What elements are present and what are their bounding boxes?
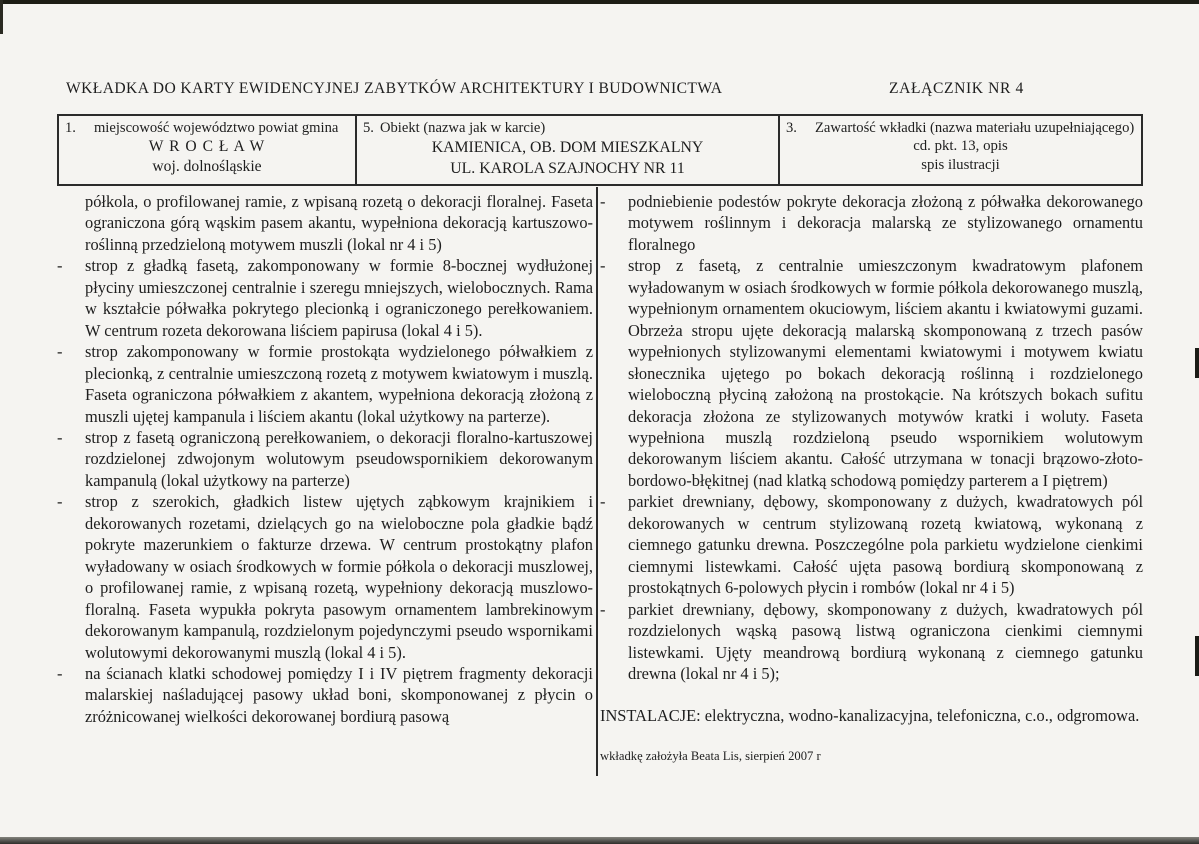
field-label: Zawartość wkładki (nazwa materiału uzupełniającego) [814, 120, 1135, 136]
field-number: 1. [65, 120, 76, 136]
contents-line2: spis ilustracji [921, 157, 1000, 173]
item-text: na ścianach klatki schodowej pomiędzy I i IV piętrem fragmenty dekoracji malarskiej naśladującej pasowy układ boni, skomponowanej z płycin o zróżnicowanej wielkości dekorowanej bordiurą pasową [85, 663, 593, 726]
author-note: wkładkę założyła Beata Lis, sierpień 2007 r [600, 748, 821, 763]
item-text: strop z fasetą ograniczoną perełkowaniem, o dekoracji floralno-kartuszowej rozdzielonej zdwojonym wolutowym pseudowspornikiem dekorowanym kampanulą (lokal użytkowy na parterze) [85, 427, 593, 490]
dash-bullet: - [600, 256, 606, 276]
list-item [57, 491, 593, 663]
item-text: półkola, o profilowanej ramie, z wpisaną rozetą o dekoracji floralnej. Faseta ograniczona górą wąskim pasem akantu, wypełniona dekoracją kartuszowo-roślinną przedzieloną motywem muszli (lokal nr 4 i 5) [85, 192, 593, 254]
dash-bullet: - [57, 427, 63, 447]
left-column [57, 191, 593, 727]
list-item [600, 491, 1143, 598]
dash-bullet: - [600, 492, 606, 512]
scan-artifact [1195, 636, 1199, 676]
item-text: parkiet drewniany, dębowy, skomponowany z dużych, kwadratowych pól rozdzielonych wąską pasową listwą ograniczona cienkimi ciemnymi listewkami. Ujęty meandrową bordiurą wykonaną z ciemnego gatunku drewna (lokal nr 4 i 5); [628, 599, 1143, 683]
object-address: UL. KAROLA SZAJNOCHY NR 11 [450, 160, 685, 177]
scan-edge-left [0, 0, 3, 34]
field-label: Obiekt (nazwa jak w karcie) [379, 120, 546, 136]
item-text: strop zakomponowany w formie prostokąta wydzielonego półwałkiem z plecionką, z centralnie umieszczoną rozetą z motywem kwiatowym i muszlą. Faseta ograniczona półwałkiem z akantem, wypełniona dekoracją złożoną z muszli ujętej kampanula i liściem akantu (lokal użytkowy na parterze). [85, 342, 593, 426]
dash-bullet: - [600, 599, 606, 619]
id-table [57, 114, 1143, 186]
object-name: KAMIENICA, OB. DOM MIESZKALNY [431, 139, 704, 156]
list-item [57, 427, 593, 491]
annex-label: ZAŁĄCZNIK NR 4 [889, 80, 1024, 97]
table-cell-location [59, 116, 355, 184]
item-text: strop z fasetą, z centralnie umieszczonym kwadratowym plafonem wyładowanym w osiach środkowych w formie półkola dekorowanego muszlą, wypełnionym ornamentem okuciowym, liściem akantu i kwiatowymi guzami. Obrzeża stropu ujęte dekoracją malarską skomponowaną z trzech pasów wypełnionych stylizowanymi elementami kwiatowymi i motywem kwiatu słonecznika ujętego po bokach dekoracją roślinną i rozdzielonego wieloboczną płyciną założoną na prostokącie. Na krótszych bokach sufitu dekoracja złożona ze stylizowanych motywów kratki i woluty. Faseta wypełniona muszlą rozdzieloną pseudo wspornikiem wolutowym dekorowanym liściem akantu. Całość utrzymana w tonacji brązowo-złoto-bordowo-błękitnej (nad klatką schodową pomiędzy parterem a I piętrem) [628, 256, 1143, 490]
location-voivodeship: woj. dolnośląskie [152, 158, 262, 175]
column-divider [596, 187, 598, 776]
field-number: 5. [363, 120, 374, 136]
right-column [600, 191, 1143, 764]
field-label: miejscowość województwo powiat gmina [93, 120, 339, 136]
list-item [600, 255, 1143, 491]
list-item [600, 191, 1143, 255]
dash-bullet: - [57, 256, 63, 276]
dash-bullet: - [600, 192, 606, 211]
dash-bullet: - [57, 663, 63, 683]
scan-edge-top [0, 0, 1199, 4]
dash-bullet: - [57, 492, 63, 512]
item-text: strop z szerokich, gładkich listew ujętych ząbkowym krajnikiem i dekorowanych rozetami, dzielących go na wieloboczne pola gładkie bądź pokryte mazerunkiem o fakturze drzewa. W centrum prostokątny plafon wyładowany w osiach środkowych w formie półkola o dekoracji muszlowej, o profilowanej ramie, z wpisaną rozetą, wypełniony dekoracją muszlowo-floralną. Faseta wypukła pokryta pasowym ornamentem lambrekinowym dekorowanym kampanulą, rozdzielonym pojedynczymi pseudo wspornikami wolutowymi dekorowanymi muszlą (lokal 4 i 5). [85, 492, 593, 662]
list-item [600, 599, 1143, 685]
table-cell-contents [778, 116, 1141, 184]
list-item [57, 191, 593, 255]
location-city: W R O C Ł A W [148, 138, 266, 155]
installations-paragraph: INSTALACJE: elektryczna, wodno-kanalizacyjna, telefoniczna, c.o., odgromowa. [600, 706, 1140, 726]
contents-line1: cd. pkt. 13, opis [913, 138, 1008, 154]
list-item [57, 255, 593, 341]
list-item [57, 663, 593, 727]
item-text: parkiet drewniany, dębowy, skomponowany z dużych, kwadratowych pól dekorowanych w centrum stylizowaną rozetą kwiatową, wykonaną z ciemnego gatunku drewna. Poszczególne pola parkietu wydzielone cienkimi ciemnymi listewkami. Całość ujęta pasową bordiurą skomponowaną z prostokątnych 6-polowych płycin i rombów (lokal nr 4 i 5) [628, 492, 1143, 598]
dash-bullet [57, 191, 85, 255]
list-item [57, 341, 593, 427]
scan-edge-bottom [0, 837, 1199, 844]
page-title: WKŁADKA DO KARTY EWIDENCYJNEJ ZABYTKÓW ARCHITEKTURY I BUDOWNICTWA [66, 80, 723, 97]
field-number: 3. [786, 120, 797, 136]
scan-artifact [1195, 348, 1199, 378]
table-cell-object [355, 116, 778, 184]
item-text: strop z gładką fasetą, zakomponowany w formie 8-bocznej wydłużonej płyciny umieszczonej centralnie i szeregu mniejszych, wielobocznych. Rama w kształcie półwałka pokrytego plecionką i ograniczonego perełkowaniem. W centrum rozeta dekorowana liściem papirusa (lokal 4 i 5). [85, 256, 593, 340]
dash-bullet: - [57, 342, 63, 362]
item-text: podniebienie podestów pokryte dekoracja złożoną z półwałka dekorowanego motywem roślinnym i dekoracja malarską ze stylizowanego ornamentu floralnego [628, 192, 1143, 254]
